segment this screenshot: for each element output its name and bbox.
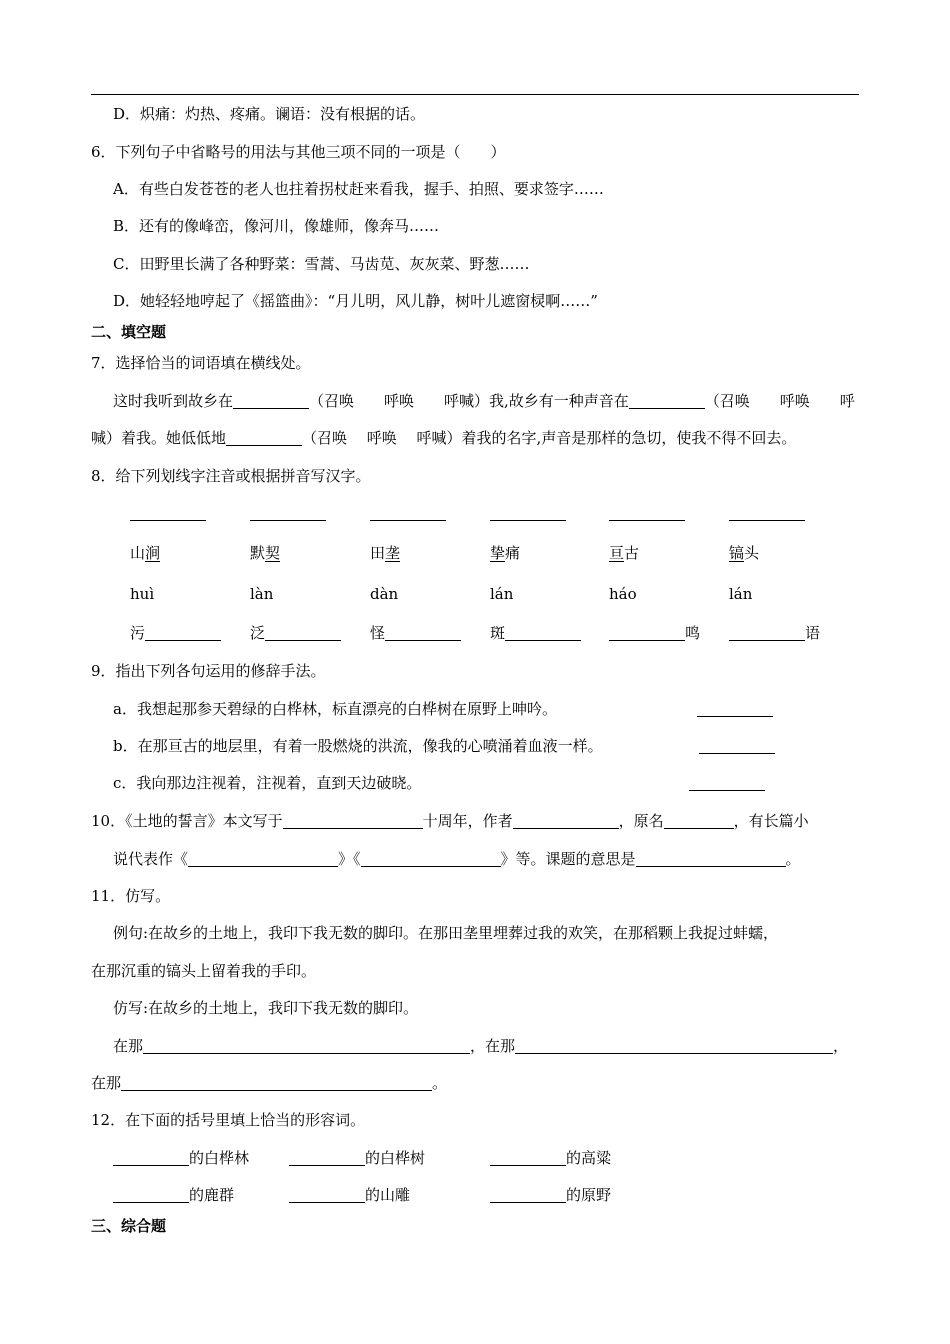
header-rule [91, 94, 859, 95]
q5-option-d: D．炽痛：灼热、疼痛。谰语：没有根据的话。 [113, 105, 426, 123]
q7-blank-2[interactable] [629, 392, 705, 409]
q10-line1: 10．《土地的誓言》本文写于 十周年，作者 ，原名 ，有长篇小 [91, 812, 809, 830]
q8-answer-line-4[interactable] [490, 520, 566, 521]
q8-pinyin: dàn [370, 585, 399, 603]
q8-write-blank[interactable] [145, 624, 221, 641]
q8-pinyin: huì [130, 585, 155, 603]
q9-blank-c[interactable] [689, 774, 765, 791]
q8-write-blank[interactable] [265, 624, 341, 641]
q9-blank-a[interactable] [697, 700, 773, 717]
q8-answer-line-2[interactable] [250, 520, 326, 521]
q8-answer-line-3[interactable] [370, 520, 446, 521]
q7-blank-3[interactable] [226, 429, 302, 446]
q8-write: 鸣 [609, 623, 700, 643]
q7-text: 喊）着我。她低低地 [91, 429, 227, 447]
q10-blank-work-1[interactable] [188, 850, 338, 867]
section-heading-fill-blank: 二、填空题 [91, 323, 167, 341]
q11-stem: 11．仿写。 [91, 887, 171, 905]
q11-imitation: 仿写:在故乡的土地上，我印下我无数的脚印。 [113, 999, 419, 1017]
q8-write-blank[interactable] [505, 624, 581, 641]
q8-word: 山涧 [130, 544, 161, 562]
q8-word: 田垄 [370, 544, 401, 562]
q10-blank-meaning[interactable] [636, 850, 786, 867]
q7-text: （召唤 呼唤 呼喊）着我的名字,声音是那样的急切，使我不得不回去。 [302, 429, 797, 447]
q12-item: 的高粱 [490, 1148, 611, 1168]
q12-item: 的原野 [490, 1185, 611, 1205]
q8-answer-line-5[interactable] [609, 520, 685, 521]
q10-blank-year[interactable] [283, 812, 423, 829]
q8-write: 怪 [370, 623, 461, 643]
q8-pinyin: háo [609, 585, 637, 603]
q7-text: （召唤 呼唤 呼喊）我,故乡有一种声音在 [309, 392, 629, 410]
q11-example-1: 例句:在故乡的土地上，我印下我无数的脚印。在那田垄里埋葬过我的欢笑，在那稻颗上我捉过蚌蠕， [113, 924, 779, 942]
q12-item: 的鹿群 [113, 1185, 234, 1205]
q7-line2 [91, 428, 796, 448]
q8-pinyin: làn [250, 585, 274, 603]
q12-blank[interactable] [113, 1149, 189, 1166]
q11-blank-2[interactable] [515, 1037, 833, 1054]
q8-write: 污 [130, 623, 221, 643]
q8-write: 泛 [250, 623, 341, 643]
q10-blank-author[interactable] [513, 812, 619, 829]
q12-item: 的山雕 [289, 1185, 410, 1205]
q8-answer-line-6[interactable] [729, 520, 805, 521]
q8-write-blank[interactable] [609, 624, 685, 641]
q8-pinyin: lán [490, 585, 514, 603]
q12-blank[interactable] [289, 1186, 365, 1203]
q9-item-c: c．我向那边注视着，注视着，直到天边破晓。 [113, 774, 422, 792]
q11-write-line-1: 在那 ，在那 ， [113, 1037, 849, 1055]
q8-stem: 8．给下列划线字注音或根据拼音写汉字。 [91, 467, 371, 485]
q10-blank-work-2[interactable] [361, 850, 501, 867]
q10-line2: 说代表作《 》《 》等。课题的意思是 。 [113, 850, 801, 868]
q12-blank[interactable] [490, 1186, 566, 1203]
q8-write-blank[interactable] [385, 624, 461, 641]
q9-item-a: a．我想起那参天碧绿的白桦林，标直漂亮的白桦树在原野上呻吟。 [113, 700, 557, 718]
q6-stem: 6．下列句子中省略号的用法与其他三项不同的一项是（ ） [91, 143, 506, 161]
q11-blank-3[interactable] [121, 1074, 432, 1091]
q6-option-b: B．还有的像峰峦，像河川，像雄师，像奔马…… [113, 217, 440, 235]
q8-word: 挚痛 [490, 544, 521, 562]
q11-write-line-2: 在那 。 [91, 1074, 448, 1092]
q7-stem: 7．选择恰当的词语填在横线处。 [91, 354, 311, 372]
q9-stem: 9．指出下列各句运用的修辞手法。 [91, 662, 326, 680]
q7-text: （召唤 呼唤 呼 [704, 392, 855, 410]
q12-item: 的白桦林 [113, 1148, 249, 1168]
q12-item: 的白桦树 [289, 1148, 425, 1168]
q7-blank-1[interactable] [233, 392, 309, 409]
q7-line1 [113, 391, 855, 411]
q9-item-b: b．在那亘古的地层里，有着一股燃烧的洪流，像我的心喷涌着血液一样。 [113, 737, 603, 755]
q9-blank-b[interactable] [699, 737, 775, 754]
q8-pinyin: lán [729, 585, 753, 603]
q8-answer-line-1[interactable] [130, 520, 206, 521]
q11-blank-1[interactable] [143, 1037, 470, 1054]
section-heading-comprehensive: 三、综合题 [91, 1217, 167, 1235]
q7-text: 这时我听到故乡在 [113, 392, 234, 410]
q8-word: 亘古 [609, 544, 640, 562]
q6-option-c: C．田野里长满了各种野菜：雪蒿、马齿苋、灰灰菜、野葱…… [113, 255, 530, 273]
q11-example-2: 在那沉重的镐头上留着我的手印。 [91, 962, 317, 980]
q8-write: 语 [729, 623, 820, 643]
q8-word: 默契 [250, 544, 281, 562]
q6-option-d: D．她轻轻地哼起了《摇篮曲》：“月儿明，风儿静，树叶儿遮窗棂啊……” [113, 292, 598, 310]
q12-blank[interactable] [289, 1149, 365, 1166]
q10-blank-original-name[interactable] [664, 812, 734, 829]
q12-blank[interactable] [113, 1186, 189, 1203]
q8-word: 镐头 [729, 544, 760, 562]
q12-blank[interactable] [490, 1149, 566, 1166]
q8-write-blank[interactable] [729, 624, 805, 641]
q6-option-a: A．有些白发苍苍的老人也拄着拐杖赶来看我，握手、拍照、要求签字…… [113, 180, 604, 198]
q12-stem: 12．在下面的括号里填上恰当的形容词。 [91, 1111, 366, 1129]
q8-write: 斑 [490, 623, 581, 643]
